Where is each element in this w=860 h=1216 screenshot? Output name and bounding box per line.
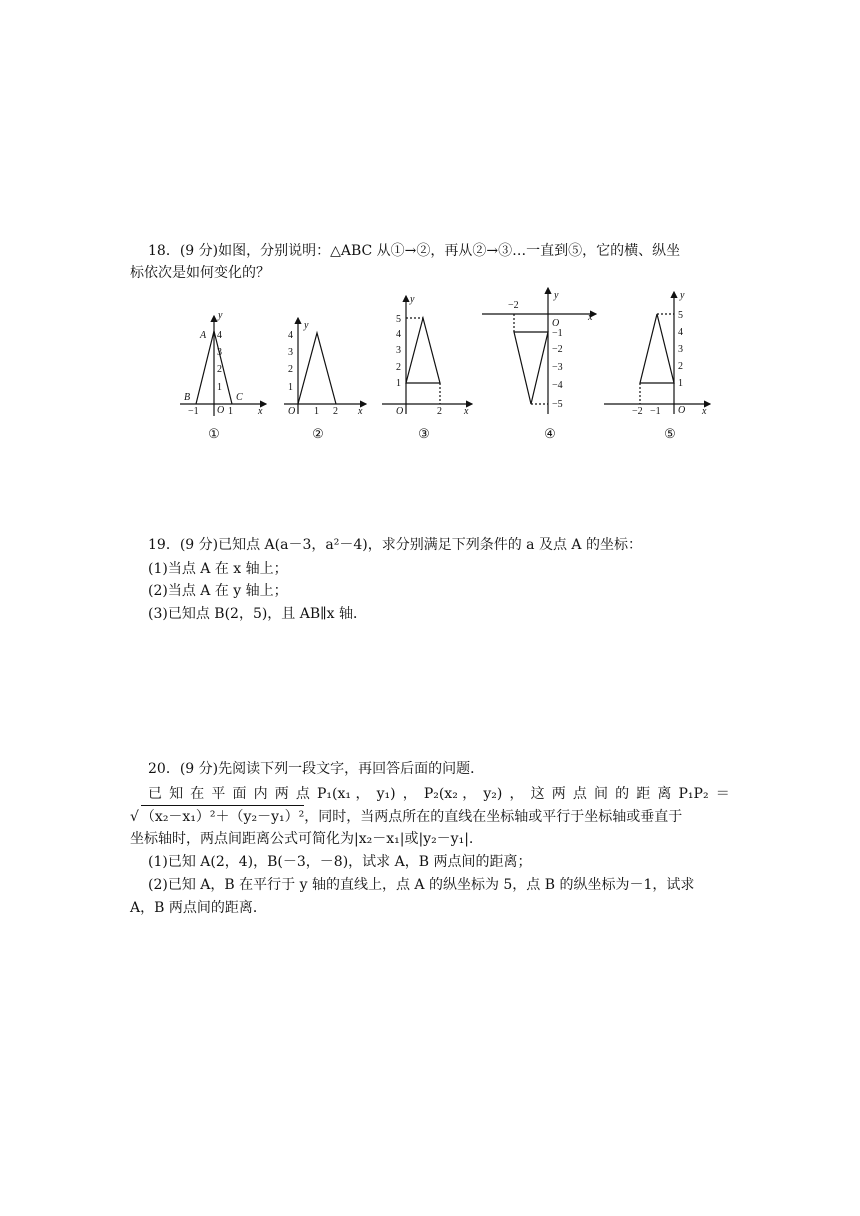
svg-text:5: 5 xyxy=(396,314,401,325)
word: 这 xyxy=(530,786,545,802)
word: 知 xyxy=(169,786,184,802)
distance-formula: （x₂－x₁）²＋（y₂－y₁）² xyxy=(141,805,304,828)
q19-item-2: (2)当点 A 在 y 轴上； xyxy=(148,583,288,599)
svg-text:1: 1 xyxy=(314,406,319,417)
sqrt-symbol: √ xyxy=(130,809,139,825)
figure-5 xyxy=(604,292,710,414)
svg-text:B: B xyxy=(184,392,191,403)
fig-label-5: ⑤ xyxy=(664,426,676,441)
svg-text:−1: −1 xyxy=(552,328,563,339)
svg-text:1: 1 xyxy=(678,378,683,389)
fig-label-2: ② xyxy=(312,426,324,441)
svg-text:−1: −1 xyxy=(650,406,661,417)
svg-text:x: x xyxy=(358,406,363,417)
svg-text:x: x xyxy=(258,406,263,417)
word: 已 xyxy=(148,786,162,802)
svg-text:O: O xyxy=(552,318,560,329)
word: ＝ xyxy=(715,786,730,802)
svg-text:3: 3 xyxy=(288,347,293,358)
fig-label-1: ① xyxy=(208,426,220,441)
svg-text:x: x xyxy=(464,406,469,417)
q20-para-line2 xyxy=(130,805,682,828)
word: ， xyxy=(509,786,524,802)
word: 内 xyxy=(253,786,268,802)
word: 点 xyxy=(295,786,310,802)
svg-text:−2: −2 xyxy=(508,300,519,311)
svg-text:3: 3 xyxy=(678,344,683,355)
q20-para-line3: 坐标轴时，两点间距离公式可简化为|x₂－x₁|或|y₂－y₁|. xyxy=(130,831,474,847)
svg-text:−1: −1 xyxy=(188,406,199,417)
svg-text:4: 4 xyxy=(288,330,293,341)
svg-text:2: 2 xyxy=(333,406,338,417)
word: P₁(x₁ ， xyxy=(317,786,370,802)
svg-text:2: 2 xyxy=(217,364,222,375)
svg-text:4: 4 xyxy=(217,330,222,341)
svg-text:y: y xyxy=(218,310,223,321)
word: 平 xyxy=(211,786,226,802)
word: 两 xyxy=(274,786,289,802)
svg-text:1: 1 xyxy=(217,382,222,393)
svg-text:5: 5 xyxy=(678,310,683,321)
svg-text:4: 4 xyxy=(396,329,401,340)
q19-item-3: (3)已知点 B(2，5)，且 AB∥x 轴． xyxy=(148,606,367,622)
word: 点 xyxy=(572,786,587,802)
svg-text:O: O xyxy=(288,406,296,417)
svg-text:−2: −2 xyxy=(552,344,563,355)
svg-text:2: 2 xyxy=(678,361,683,372)
fig-label-3: ③ xyxy=(418,426,430,441)
q20-item-1: (1)已知 A(2，4)，B(－3，－8)，试求 A，B 两点间的距离； xyxy=(148,854,532,870)
svg-text:y: y xyxy=(410,294,415,305)
svg-text:−2: −2 xyxy=(632,406,643,417)
word: 在 xyxy=(190,786,205,802)
q19-item-1: (1)当点 A 在 x 轴上； xyxy=(148,561,288,577)
word: y₂) xyxy=(483,786,503,802)
svg-text:4: 4 xyxy=(678,327,683,338)
svg-text:2: 2 xyxy=(396,362,401,373)
svg-text:O: O xyxy=(396,406,404,417)
q20-para-line2-rest: ，同时，当两点所在的直线在坐标轴或平行于坐标轴或垂直于 xyxy=(304,809,683,825)
svg-text:x: x xyxy=(702,406,707,417)
svg-text:1: 1 xyxy=(396,378,401,389)
svg-text:O: O xyxy=(217,405,225,416)
q18-figures xyxy=(170,286,730,446)
svg-text:−4: −4 xyxy=(552,380,563,391)
q20-item-2-line1: (2)已知 A，B 在平行于 y 轴的直线上，点 A 的纵坐标为 5，点 B 的纵坐标为－1，试求 xyxy=(148,877,695,893)
q20-para-line1 xyxy=(148,783,730,805)
svg-text:y: y xyxy=(680,290,685,301)
word: 的 xyxy=(615,786,630,802)
svg-text:1: 1 xyxy=(288,382,293,393)
word: ， xyxy=(402,786,417,802)
coordinate-figures xyxy=(170,286,730,446)
svg-text:2: 2 xyxy=(288,364,293,375)
svg-text:−5: −5 xyxy=(552,399,563,410)
word: P₂(x₂ ， xyxy=(423,786,477,802)
word: 距 xyxy=(636,786,651,802)
svg-text:2: 2 xyxy=(437,406,442,417)
q20-stem: 20．(9 分)先阅读下列一段文字，再回答后面的问题． xyxy=(148,761,485,777)
word: 面 xyxy=(232,786,247,802)
svg-text:1: 1 xyxy=(228,406,233,417)
word: y₁) xyxy=(376,786,396,802)
svg-text:y: y xyxy=(304,320,309,331)
svg-text:y: y xyxy=(554,290,559,301)
svg-text:3: 3 xyxy=(217,347,222,358)
svg-text:3: 3 xyxy=(396,345,401,356)
word: 间 xyxy=(594,786,608,802)
figure-1 xyxy=(180,316,266,416)
svg-text:A: A xyxy=(200,330,207,341)
q19-stem: 19．(9 分)已知点 A(a－3，a²－4)，求分别满足下列条件的 a 及点 A 的坐标： xyxy=(148,537,642,553)
word: P₁P₂ xyxy=(678,786,709,802)
q18-line1: 18．(9 分)如图，分别说明：△ABC 从①→②，再从②→③…一直到⑤，它的横、纵坐 xyxy=(148,243,681,259)
fig-label-4: ④ xyxy=(544,426,556,441)
svg-text:−3: −3 xyxy=(552,362,563,373)
figure-2 xyxy=(284,318,366,414)
word: 两 xyxy=(551,786,566,802)
svg-text:C: C xyxy=(236,392,243,403)
svg-text:O: O xyxy=(678,405,686,416)
svg-text:x: x xyxy=(588,312,593,323)
q20-item-2-line2: A，B 两点间的距离． xyxy=(130,900,267,916)
figure-4 xyxy=(482,288,596,414)
word: 离 xyxy=(657,786,672,802)
q18-line2: 标依次是如何变化的？ xyxy=(130,265,270,281)
